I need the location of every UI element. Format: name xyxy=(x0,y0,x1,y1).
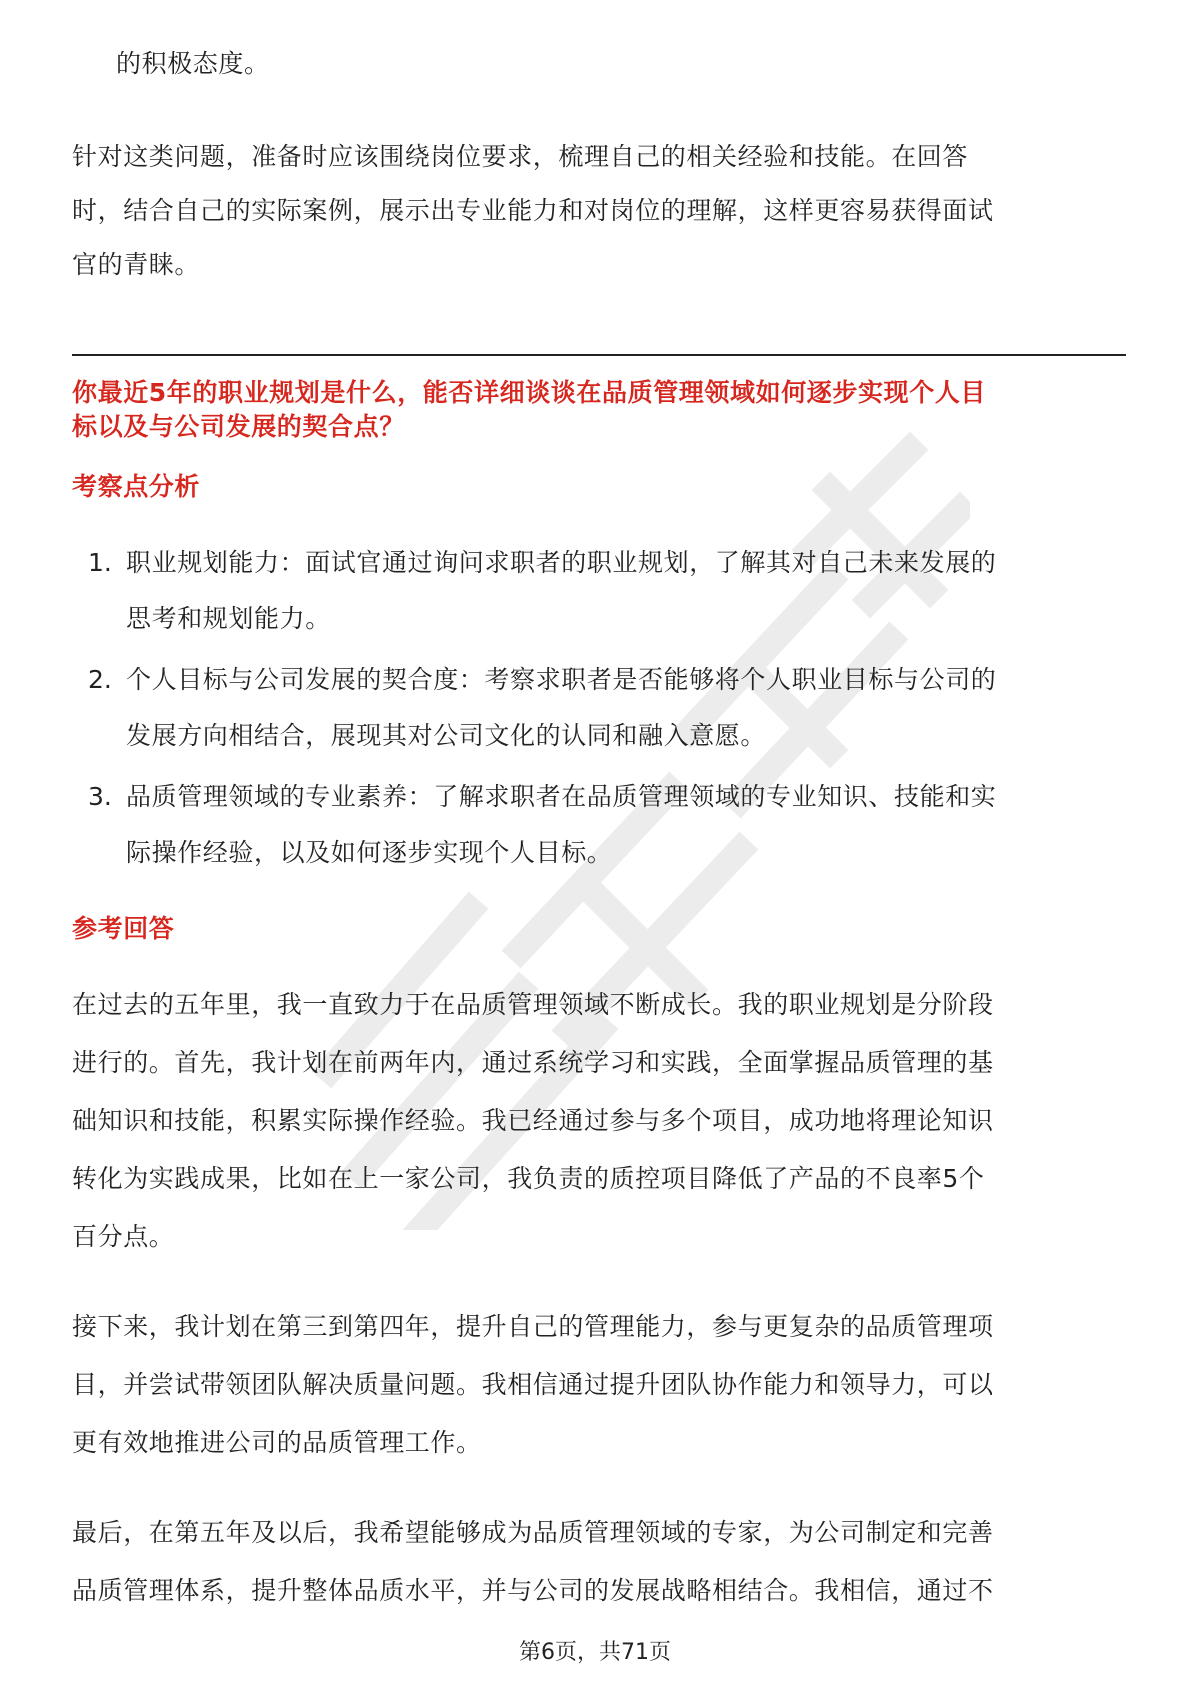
list-item-line: 发展方向相结合，展现其对公司文化的认同和融入意愿。 xyxy=(126,721,767,750)
answer-line: 百分点。 xyxy=(72,1222,175,1251)
answer-line: 转化为实践成果，比如在上一家公司，我负责的质控项目降低了产品的不良率5个 xyxy=(72,1164,985,1193)
advice-line-3: 官的青睐。 xyxy=(72,250,201,279)
list-item-line: 职业规划能力：面试官通过询问求职者的职业规划，了解其对自己未来发展的 xyxy=(126,548,997,577)
list-item-number: 3. xyxy=(88,782,112,811)
list-item-line: 际操作经验，以及如何逐步实现个人目标。 xyxy=(126,838,613,867)
answer-line: 目，并尝试带领团队解决质量问题。我相信通过提升团队协作能力和领导力，可以 xyxy=(72,1370,994,1399)
previous-answer-ending: 的积极态度。 xyxy=(116,49,270,78)
page-number: 第6页，共71页 xyxy=(519,1640,671,1665)
list-item-number: 2. xyxy=(88,665,112,694)
answer-line: 最后，在第五年及以后，我希望能够成为品质管理领域的专家，为公司制定和完善 xyxy=(72,1518,994,1547)
list-item-line: 个人目标与公司发展的契合度：考察求职者是否能够将个人职业目标与公司的 xyxy=(126,665,997,694)
list-item-number: 1. xyxy=(88,548,112,577)
advice-line-1: 针对这类问题，准备时应该围绕岗位要求，梳理自己的相关经验和技能。在回答 xyxy=(72,142,969,171)
analysis-heading: 考察点分析 xyxy=(72,472,201,501)
list-item-line: 思考和规划能力。 xyxy=(126,604,331,633)
answer-line: 础知识和技能，积累实际操作经验。我已经通过参与多个项目，成功地将理论知识 xyxy=(72,1106,994,1135)
question-line-1: 你最近5年的职业规划是什么，能否详细谈谈在品质管理领域如何逐步实现个人目 xyxy=(72,378,986,407)
list-item-line: 品质管理领域的专业素养：了解求职者在品质管理领域的专业知识、技能和实 xyxy=(126,782,997,811)
advice-line-2: 时，结合自己的实际案例，展示出专业能力和对岗位的理解，这样更容易获得面试 xyxy=(72,196,994,225)
answer-line: 在过去的五年里，我一直致力于在品质管理领域不断成长。我的职业规划是分阶段 xyxy=(72,990,994,1019)
answer-heading: 参考回答 xyxy=(72,914,175,943)
answer-line: 更有效地推进公司的品质管理工作。 xyxy=(72,1428,482,1457)
answer-line: 接下来，我计划在第三到第四年，提升自己的管理能力，参与更复杂的品质管理项 xyxy=(72,1312,994,1341)
answer-line: 品质管理体系，提升整体品质水平，并与公司的发展战略相结合。我相信，通过不 xyxy=(72,1576,994,1605)
question-line-2: 标以及与公司发展的契合点？ xyxy=(72,412,405,441)
section-divider xyxy=(72,354,1126,356)
answer-line: 进行的。首先，我计划在前两年内，通过系统学习和实践，全面掌握品质管理的基 xyxy=(72,1048,994,1077)
